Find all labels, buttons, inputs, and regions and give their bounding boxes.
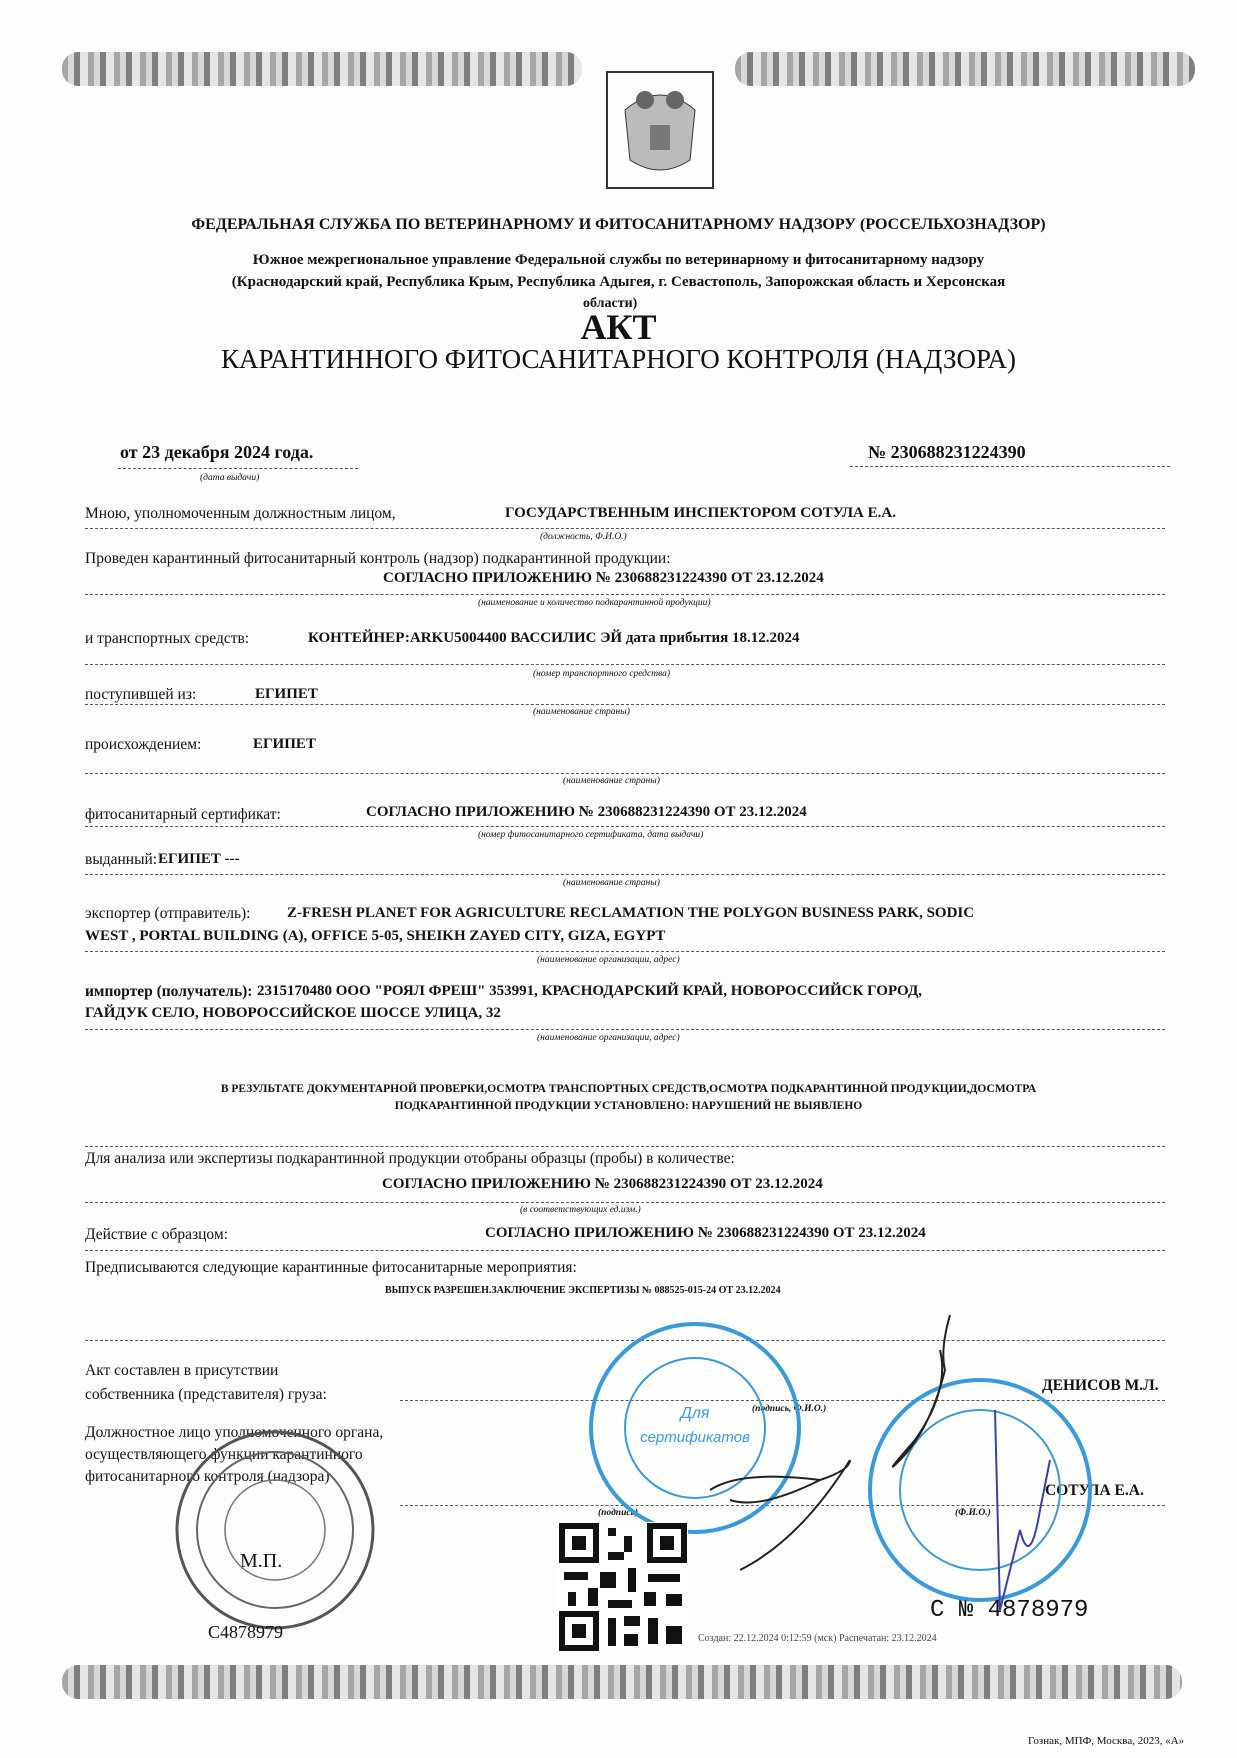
official-name-caption: (Ф.И.О.) xyxy=(955,1508,991,1518)
samples-label: Для анализа или экспертизы подкарантинной продукции отобраны образцы (пробы) в количестве: xyxy=(85,1150,735,1167)
official-label-1: Должностное лицо уполномоченного органа, xyxy=(85,1424,384,1441)
inspection-result-1: В РЕЗУЛЬТАТЕ ДОКУМЕНТАРНОЙ ПРОВЕРКИ,ОСМОТРА ТРАНСПОРТНЫХ СРЕДСТВ,ОСМОТРА ПОДКАРАНТИННОЙ ПРОДУКЦИИ,ДОСМОТРА xyxy=(220,1083,1037,1095)
svg-text:Для: Для xyxy=(680,1405,710,1422)
inspector-label: Мною, уполномоченным должностным лицом, xyxy=(85,505,396,522)
serial-number-left: С4878979 xyxy=(208,1622,284,1642)
owner-label-1: Акт составлен в присутствии xyxy=(85,1362,279,1379)
from-caption: (наименование страны) xyxy=(533,707,630,717)
official-label-3: фитосанитарного контроля (надзора) xyxy=(85,1468,330,1485)
official-name: СОТУЛА Е.А. xyxy=(1045,1482,1144,1499)
official-seal xyxy=(170,1425,380,1635)
department-line-2: (Краснодарский край, Республика Крым, Республика Адыгея, г. Севастополь, Запорожская область и Херсонская xyxy=(231,274,1006,290)
document-subtitle: КАРАНТИННОГО ФИТОСАНИТАРНОГО КОНТРОЛЯ (НАДЗОРА) xyxy=(220,344,1017,374)
from-value: ЕГИПЕТ xyxy=(255,686,318,702)
department-line-3: области) xyxy=(583,296,638,311)
official-label-2: осуществляющего функции карантинного xyxy=(85,1446,363,1463)
decorative-border-bottom xyxy=(62,1665,1182,1699)
certificate-value: СОГЛАСНО ПРИЛОЖЕНИЮ № 230688231224390 ОТ 23.12.2024 xyxy=(366,804,807,820)
act-date: от 23 декабря 2024 года. xyxy=(120,442,314,462)
measures-label: Предписываются следующие карантинные фитосанитарные мероприятия: xyxy=(85,1259,577,1276)
action-label: Действие с образцом: xyxy=(85,1226,228,1243)
origin-label: происхождением: xyxy=(85,736,202,753)
department-line-1: Южное межрегиональное управление Федеральной службы по ветеринарному и фитосанитарному надзору xyxy=(252,252,985,268)
transport-label: и транспортных средств: xyxy=(85,630,250,647)
action-value: СОГЛАСНО ПРИЛОЖЕНИЮ № 230688231224390 ОТ 23.12.2024 xyxy=(485,1225,926,1241)
exporter-caption: (наименование организации, адрес) xyxy=(537,955,680,965)
origin-caption: (наименование страны) xyxy=(563,776,660,786)
document-title: АКТ xyxy=(580,307,657,347)
owner-name: ДЕНИСОВ М.Л. xyxy=(1042,1377,1159,1394)
samples-value: СОГЛАСНО ПРИЛОЖЕНИЮ № 230688231224390 ОТ 23.12.2024 xyxy=(382,1176,823,1192)
issued-caption: (наименование страны) xyxy=(563,878,660,888)
svg-text:сертификатов: сертификатов xyxy=(640,1429,750,1446)
exporter-label: экспортер (отправитель): xyxy=(85,905,251,922)
issued-value: ЕГИПЕТ --- xyxy=(158,851,240,867)
importer-value-2: ГАЙДУК СЕЛО, НОВОРОССИЙСКОЕ ШОССЕ УЛИЦА, 32 xyxy=(85,1005,501,1021)
decorative-border-top-left xyxy=(62,52,582,86)
importer-caption: (наименование организации, адрес) xyxy=(537,1033,680,1043)
transport-caption: (номер транспортного средства) xyxy=(533,669,671,679)
certificate-label: фитосанитарный сертификат: xyxy=(85,806,281,823)
qr-code xyxy=(558,1522,688,1652)
created-printed-timestamps: Создан: 22.12.2024 0:12:59 (мск) Распечатан: 23.12.2024 xyxy=(698,1633,937,1644)
from-label: поступившей из: xyxy=(85,686,197,703)
act-number: № 230688231224390 xyxy=(868,442,1026,462)
issued-label: выданный: xyxy=(85,851,158,868)
importer-value-1: 2315170480 ООО "РОЯЛ ФРЕШ" 353991, КРАСНОДАРСКИЙ КРАЙ, НОВОРОССИЙСК ГОРОД, xyxy=(257,983,923,999)
exporter-value-2: WEST , PORTAL BUILDING (A), OFFICE 5-05, SHEIKH ZAYED CITY, GIZA, EGYPT xyxy=(85,928,666,944)
origin-value: ЕГИПЕТ xyxy=(253,736,316,752)
samples-caption: (в соответствующих ед.изм.) xyxy=(520,1205,641,1215)
owner-label-2: собственника (представителя) груза: xyxy=(85,1386,327,1403)
transport-value: КОНТЕЙНЕР:ARKU5004400 ВАССИЛИС ЭЙ дата прибытия 18.12.2024 xyxy=(308,630,800,646)
importer-label: импортер (получатель): xyxy=(85,983,253,1000)
control-caption: (наименование и количество подкарантинной продукции) xyxy=(478,598,711,608)
coat-of-arms-emblem xyxy=(605,70,715,190)
exporter-value-1: Z-FRESH PLANET FOR AGRICULTURE RECLAMATION THE POLYGON BUSINESS PARK, SODIC xyxy=(287,905,975,921)
agency-name: ФЕДЕРАЛЬНАЯ СЛУЖБА ПО ВЕТЕРИНАРНОМУ И ФИТОСАНИТАРНОМУ НАДЗОРУ (РОССЕЛЬХОЗНАДЗОР) xyxy=(191,216,1046,233)
certificate-caption: (номер фитосанитарного сертификата, дата выдачи) xyxy=(478,830,704,840)
date-caption: (дата выдачи) xyxy=(200,473,260,483)
decorative-border-top-right xyxy=(735,52,1195,86)
serial-number-right: С № 4878979 xyxy=(930,1597,1089,1624)
owner-caption: (подпись, Ф.И.О.) xyxy=(752,1404,827,1414)
inspection-result-2: ПОДКАРАНТИННОЙ ПРОДУКЦИИ УСТАНОВЛЕНО: НАРУШЕНИЙ НЕ ВЫЯВЛЕНО xyxy=(394,1100,863,1112)
printer-imprint: Гознак, МПФ, Москва, 2023, «А» xyxy=(1028,1735,1185,1747)
measures-value: ВЫПУСК РАЗРЕШЕН.ЗАКЛЮЧЕНИЕ ЭКСПЕРТИЗЫ № 088525-015-24 ОТ 23.12.2024 xyxy=(385,1285,781,1296)
control-label: Проведен карантинный фитосанитарный контроль (надзор) подкарантинной продукции: xyxy=(85,550,671,567)
seal-place-mark: М.П. xyxy=(240,1550,283,1572)
inspector-value: ГОСУДАРСТВЕННЫМ ИНСПЕКТОРОМ СОТУЛА Е.А. xyxy=(505,505,896,521)
inspector-caption: (должность, Ф.И.О.) xyxy=(540,532,627,542)
official-sign-caption: (подпись) xyxy=(598,1508,639,1518)
control-value: СОГЛАСНО ПРИЛОЖЕНИЮ № 230688231224390 ОТ 23.12.2024 xyxy=(383,570,824,586)
